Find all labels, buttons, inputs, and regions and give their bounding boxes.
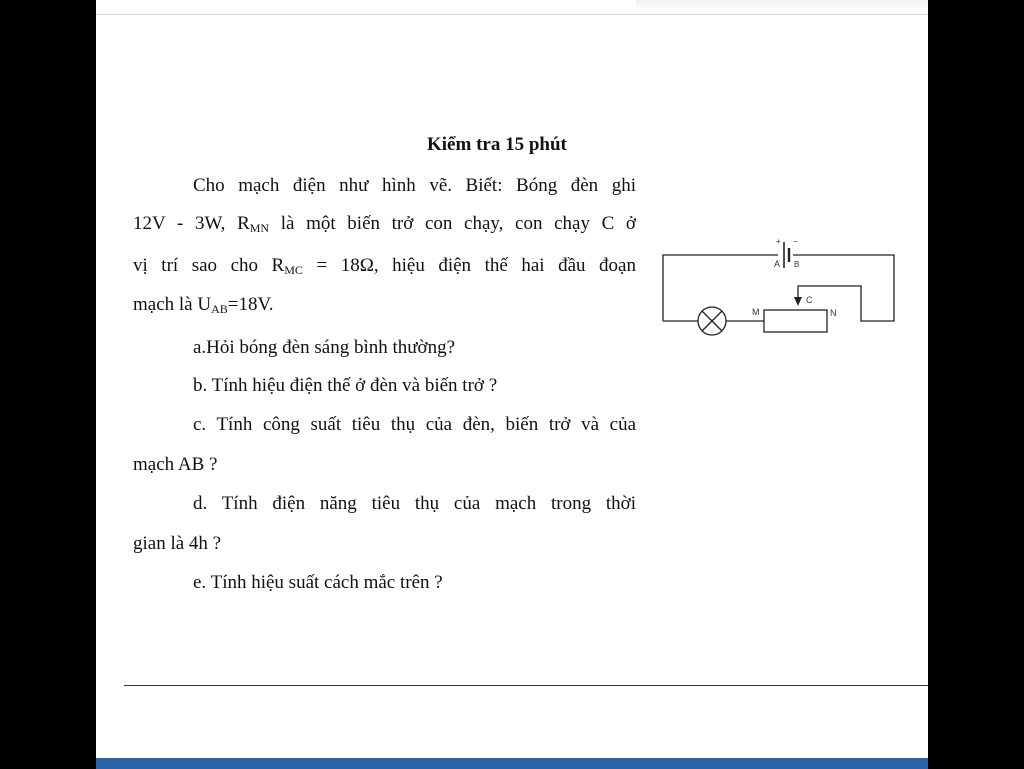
wire-top-left (663, 255, 781, 321)
intro-line-4 (133, 293, 274, 317)
battery-plus-label: + (776, 237, 781, 246)
question-e: e. Tính hiệu suất cách mắc trên ? (193, 572, 443, 593)
intro-line-3-end: = 18Ω, hiệu điện thế hai đầu đoạn (302, 255, 636, 276)
r-mc-subscript: MC (284, 263, 303, 277)
question-b: b. Tính hiệu điện thế ở đèn và biến trở ? (193, 375, 498, 396)
top-divider (96, 14, 928, 15)
intro-line-4-end: =18V. (227, 294, 274, 315)
rheostat-body (764, 310, 827, 332)
wire-top-right (793, 255, 894, 321)
u-ab-subscript: AB (211, 302, 228, 316)
r-mn-subscript: MN (249, 221, 270, 235)
bottom-divider (124, 685, 928, 686)
question-d-line-2: gian là 4h ? (133, 533, 222, 554)
terminal-b-label: B (794, 260, 800, 269)
intro-line-2-start: 12V - 3W, R (133, 213, 250, 234)
document-page (96, 0, 928, 769)
question-a: a.Hỏi bóng đèn sáng bình thường? (193, 337, 456, 358)
intro-line-3 (133, 254, 636, 278)
bottom-accent-bar (96, 758, 928, 769)
terminal-n-label: N (830, 308, 837, 318)
intro-line-1: Cho mạch điện như hình vẽ. Biết: Bóng đèn ghi (193, 175, 636, 196)
slider-c-label: C (806, 295, 813, 305)
terminal-m-label: M (752, 307, 760, 317)
page-title: Kiểm tra 15 phút (427, 134, 567, 155)
slider-arrow-icon (794, 297, 802, 306)
intro-line-2 (133, 212, 636, 236)
circuit-diagram (656, 230, 906, 345)
question-c-line-2: mạch AB ? (133, 454, 218, 475)
terminal-a-label: A (774, 259, 781, 269)
intro-line-2-end: là một biến trở con chạy, con chạy C ở (269, 213, 636, 234)
battery-minus-label: − (793, 237, 798, 246)
question-d-line-1: d. Tính điện năng tiêu thụ của mạch trong thời (193, 493, 636, 514)
question-c-line-1: c. Tính công suất tiêu thụ của đèn, biến trở và của (193, 414, 636, 435)
top-shadow (636, 0, 928, 12)
intro-line-4-start: mạch là U (133, 294, 212, 315)
intro-line-3-start: vị trí sao cho R (133, 255, 285, 276)
